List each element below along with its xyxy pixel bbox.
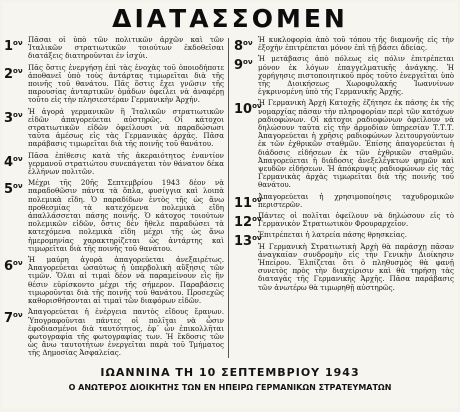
article-text: Ἡ μαύρη ἀγορὰ ἀπαγορεύεται ἀνεξαιρέτως. Ἀπαγορεύεται ὡσαύτως ἡ ὑπερβολικὴ αὔξησις τῶν τιμῶν. Ὅλαι αἱ τιμαὶ δέον νὰ παραμείνουν εἰς ἣν θέσιν εὑρίσκοντο μέχρι τῆς σήμερον. Παραβάσεις τιμωροῦνται διὰ τῆς ποινῆς τοῦ θανάτου. Προσεχῶς καθορισθήσονται αἱ τιμαὶ τῶν διαφόρων εἰδῶν. [28, 255, 224, 306]
footer [2, 366, 458, 393]
article-number: $13^{o\nu}$ [234, 234, 262, 250]
article-number: $7^{o\nu}$ [4, 311, 23, 327]
article-9 [234, 55, 454, 96]
article-text: Πᾶσαι οἱ ὑπὸ τῶν πολιτικῶν ἀρχῶν καὶ τῶν Ἰταλικῶν στρατιωτικῶν τοιούτων ἐκδοθεῖσαι διατάξεις διατηροῦνται ἐν ἰσχύι. [28, 36, 224, 61]
article-number: $10^{o\nu}$ [234, 102, 262, 118]
article-number: $9^{o\nu}$ [234, 58, 253, 74]
article-1 [4, 36, 224, 61]
left-column [4, 36, 224, 362]
article-3 [4, 108, 224, 149]
article-13 [234, 230, 454, 250]
article-text: Ἀπαγορεύεται ἡ χρησιμοποίησις ταχυδρομικῶν περιστερῶν. [258, 191, 454, 209]
article-text: Ἡ Γερμανικὴ Ἀρχὴ Κατοχῆς ἐζήτησε ἐκ πάσης ἐκ τῆς νομαρχίας πᾶσαν τὴν πληροφορίαν περὶ τῶν κατόχων ραδιοφώνων. Οἱ κάτοχοι ραδιοφώνων ὀφείλουν νὰ δηλώσουν ταῦτα εἰς τὴν ἁρμοδίαν ὑπηρεσίαν Τ.Τ.Τ. Ἀπαγορεύεται ἡ χρῆσις ραδιοφώνων λειτουργούντων ἐκ τῶν ἐχθρικῶν σταθμῶν. Ἐπίσης ἀπαγορεύεται ἡ διάδοσις εἰδήσεων ἐκ τῶν ἐχθρικῶν σταθμῶν. Ἀπαγορεύεται ἡ διάδοσις ἀνεξελέγκτων φημῶν καὶ ψευδῶν εἰδήσεων. Ἡ ἀπόκρυψις ραδιοφώνων εἰς τὰς Γερμανικὰς ἀρχὰς τιμωρεῖται διὰ τῆς ποινῆς τοῦ θανάτου. [258, 98, 454, 190]
article-5 [4, 179, 224, 253]
article-number: $11^{o\nu}$ [234, 195, 262, 211]
article-number: $12^{o\nu}$ [234, 215, 262, 231]
closing-paragraph [234, 243, 454, 292]
article-text: Μέχρι τῆς 20ῆς Σεπτεμβρίου 1943 δέον νὰ παραδοθῶσιν πάντα τὰ ὅπλα, φυσίγγια καὶ λοιπὰ πολεμικὰ εἴδη. Ὁ παραδίδων ἐντὸς τῆς ὡς ἄνω προθεσμίας τὰ κατεχόμενα πολεμικὰ εἴδη ἀπαλλάσσεται πάσης ποινῆς. Ὁ κάτοχος τοιούτων πολεμικῶν εἰδῶν, ὅστις δὲν ἤθελε παραδώσει τὰ κατεχόμενα πολεμικὰ εἴδη μέχρι τῆς ὡς ἄνω ἡμερομηνίας χαρακτηρίζεται ὡς ἀντάρτης καὶ τιμωρεῖται διὰ τῆς ποινῆς τοῦ θανάτου. [28, 178, 224, 253]
article-text: Ἀπαγορεύεται ἡ ἐνέργεια παντὸς εἴδους ἔρανων. Ὑπογραφοῦνται πάντες οἱ πολῖται νὰ ὦσιν ἐφοδιασμένοι διὰ ταυτότητος, ἐφ᾽ ὧν ἐπικολλῆται φωτογραφία τῆς φωτογραφίας των. Ἡ ἔκδοσις τῶν ὡς ἄνω ταυτοτήτων ἐνεργεῖται παρὰ τοῦ Τμήματος τῆς Δημοσίας Ἀσφαλείας. [28, 307, 224, 358]
signature-line: Ο ΑΝΩΤΕΡΟΣ ΔΙΟΙΚΗΤΗΣ ΤΩΝ ΕΝ ΗΠΕΙΡΩ ΓΕΡΜΑΝΙΚΩΝ ΣΤΡΑΤΕΥΜΑΤΩΝ [68, 383, 392, 392]
article-11 [234, 193, 454, 209]
article-text: Ἡ μετάβασις ἀπὸ πόλεως εἰς πόλιν ἐπιτρέπεται μόνον ἐκ λόγων ἐπαγγελματικῆς ἀνάγκης. Ἡ χορήγησις πιστοποιητικοῦ πρὸς τοῦτο ἐνεργεῖται ὑπὸ τῆς Διοικήσεως Χωροφυλακῆς Ἰωαννίνων ἐγκρινομένη ὑπὸ τῆς Γερμανικῆς Ἀρχῆς. [258, 54, 454, 97]
article-text: Ἡ ἀγορά γερμανικῶν ἢ Ἰταλικῶν στρατιωτικῶν εἰδῶν ἀπαγορεύεται αὐστηρῶς. Οἱ κάτοχοι στρατιωτικῶν εἰδῶν ὀφείλουσι νὰ παραδώσωσι ταῦτα ἀμέσως εἰς τὰς Γερμανικὰς ἀρχάς. Πᾶσα παράβασις τιμωρεῖται διὰ τῆς ποινῆς τοῦ θανάτου. [28, 106, 224, 149]
article-text: Πᾶς ὅστις ἐνεργήσῃ ἐπὶ τὰς ἐνοχὰς τοῦ ὁποιοδήποτε ἀποθανεῖ ὑπὸ τοὺς ἀντάρτας τιμωρεῖται διὰ τῆς ποινῆς τοῦ θανάτου. Πᾶς ὅστις ἔχει γνῶσιν τῆς παρουσίας ἀνταρτικῶν ὁμάδων ὀφείλει νὰ ἀναφέρῃ τοῦτο εἰς τὴν πλησιεστέραν Γερμανικὴν Ἀρχήν. [28, 62, 224, 105]
article-text: Ἡ Γερμανικὴ Στρατιωτικὴ Ἀρχὴ θὰ παράσχῃ πᾶσαν ἀναγκαίαν συνδρομὴν εἰς τὴν Γενικὴν Διοίκησιν Ἠπείρου. Ἐλπίζεται ὅτι ὁ πληθυσμὸς θὰ φανῇ συνετὸς πρὸς τὴν διαχείρισιν καὶ θὰ τηρήσῃ τὰς διαταγὰς τῆς Γερμανικῆς Ἀρχῆς. Πᾶσα παράβασις τῶν ἀνωτέρω θὰ τιμωρηθῇ αὐστηρῶς. [258, 241, 454, 292]
article-7 [4, 308, 224, 357]
article-number: $2^{o\nu}$ [4, 66, 23, 82]
article-number: $5^{o\nu}$ [4, 182, 23, 198]
article-number: $4^{o\nu}$ [4, 154, 23, 170]
article-number: $1^{o\nu}$ [4, 39, 23, 54]
article-number: $8^{o\nu}$ [234, 39, 253, 54]
article-6 [4, 256, 224, 305]
article-8 [234, 36, 454, 52]
article-text: Πᾶσα ἐπίθεσις κατὰ τῆς ἀκεραιότητος ἐναντίον γερμανοῦ στρατιώτου συνεπάγεται τὸν θάνατον δέκα ἑλλήνων πολιτῶν. [28, 150, 224, 177]
proclamation-sheet [2, 2, 458, 408]
article-4 [4, 152, 224, 177]
right-column [234, 36, 454, 362]
article-text: Πάντες οἱ πολῖται ὀφείλουν νὰ δηλώσουν εἰς τὸ Γερμανικὸν Στρατιωτικὸν Φρουραρχεῖον. [258, 211, 454, 229]
column-divider [228, 38, 229, 358]
place-and-date: ΙΩΑΝΝΙΝΑ ΤΗ 10 ΣΕΠΤΕΜΒΡΙΟΥ 1943 [100, 366, 360, 379]
article-number: $6^{o\nu}$ [4, 259, 23, 275]
article-text: Ἡ κυκλοφορία ἀπὸ τοῦ τόπου τῆς διαμονῆς εἰς τὴν ἐξοχὴν ἐπιτρέπεται μόνον ἐπὶ τῇ βάσει ἀδείας. [258, 36, 454, 53]
document-title: ΔΙΑΤΑΣΣΟΜΕΝ [112, 4, 348, 33]
article-number: $3^{o\nu}$ [4, 110, 23, 126]
article-12 [234, 211, 454, 231]
article-2 [4, 64, 224, 105]
article-10 [234, 99, 454, 189]
article-text: Ἐπιτρέπεται ἡ λατρεία πάσης θρησκείας. [258, 230, 407, 240]
